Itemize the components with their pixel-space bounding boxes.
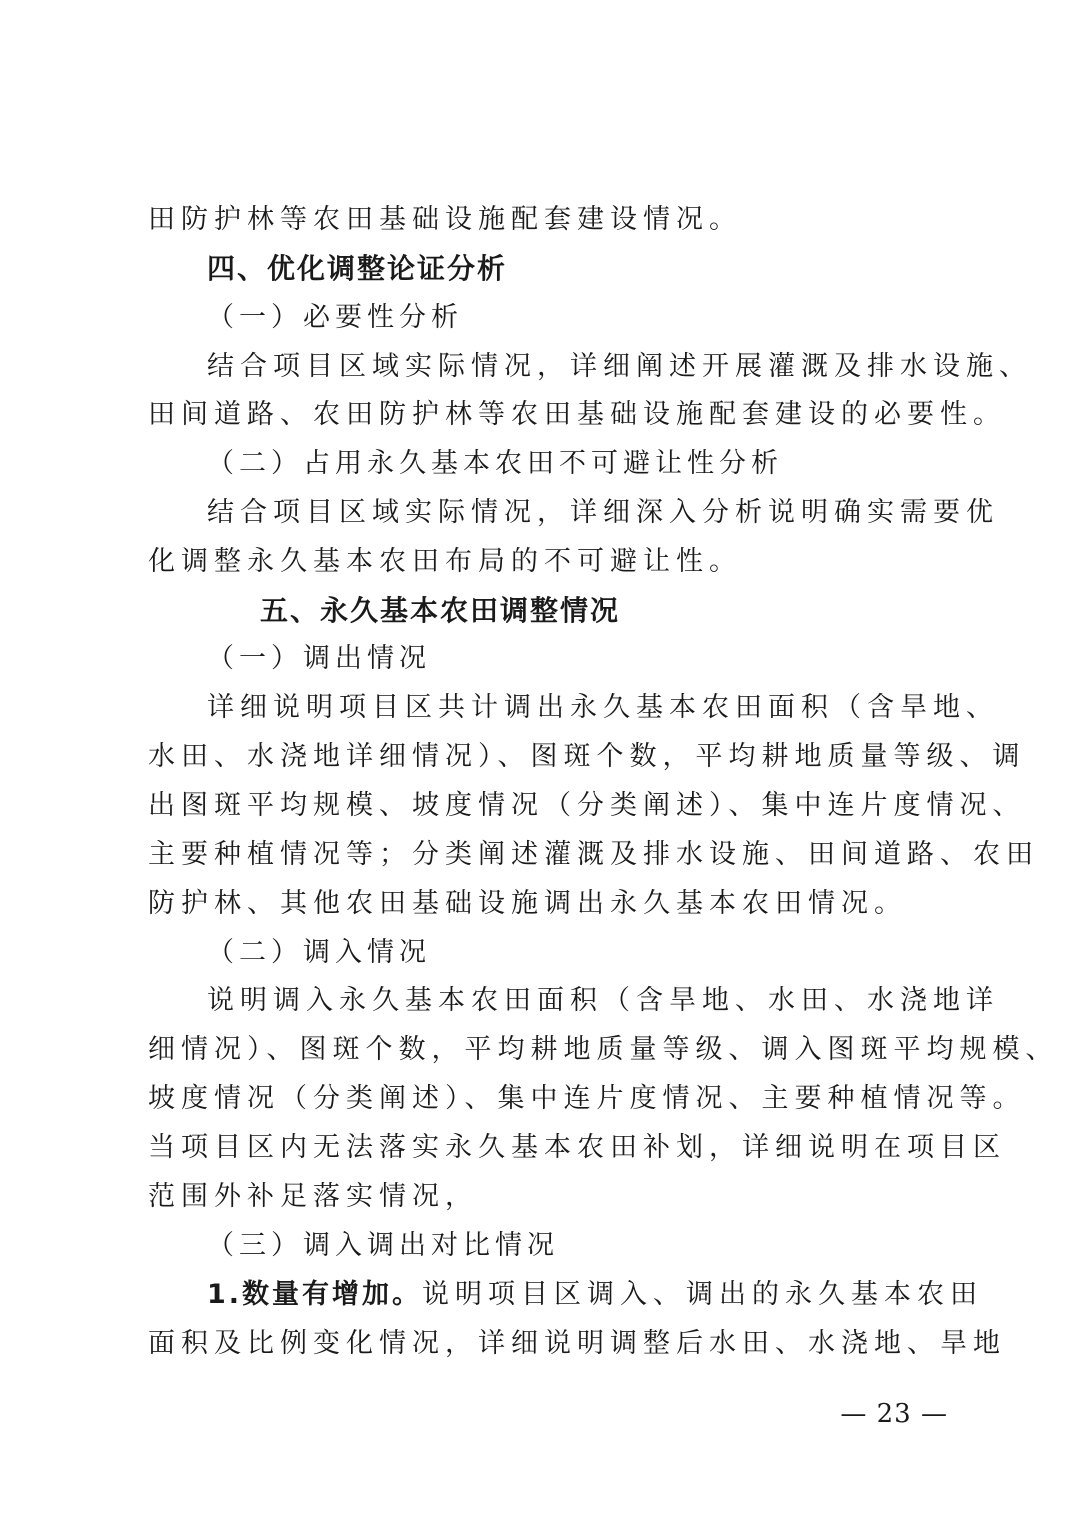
paragraph-line: 出图斑平均规模、坡度情况（分类阐述）、集中连片度情况、 <box>148 790 1026 821</box>
paragraph-line: 当项目区内无法落实永久基本农田补划，详细说明在项目区 <box>148 1132 1006 1163</box>
paragraph-line: 面积及比例变化情况，详细说明调整后水田、水浇地、旱地 <box>148 1328 1006 1359</box>
paragraph-line: 主要种植情况等；分类阐述灌溉及排水设施、田间道路、农田 <box>148 839 1039 870</box>
paragraph-line: 详细说明项目区共计调出永久基本农田面积（含旱地、 <box>207 692 999 723</box>
section-heading-4: 四、优化调整论证分析 <box>207 252 508 285</box>
subheading-comparison: （三）调入调出对比情况 <box>207 1230 559 1261</box>
paragraph-text: 说明项目区调入、调出的永久基本农田 <box>422 1279 984 1310</box>
paragraph-line: 结合项目区域实际情况，详细深入分析说明确实需要优 <box>207 497 999 528</box>
bold-lead-phrase: 1.数量有增加。 <box>207 1279 423 1310</box>
paragraph-line-quantity <box>207 1271 1007 1319</box>
paragraph-line: 说明调入永久基本农田面积（含旱地、水田、水浇地详 <box>207 985 999 1016</box>
paragraph-line: 田间道路、农田防护林等农田基础设施配套建设的必要性。 <box>148 399 1006 430</box>
section-heading-5: 五、永久基本农田调整情况 <box>260 594 621 627</box>
subheading-unavoidability: （二）占用永久基本农田不可避让性分析 <box>207 448 783 479</box>
page-number: — 23 — <box>840 1399 948 1429</box>
paragraph-line: 细情况）、图斑个数，平均耕地质量等级、调入图斑平均规模、 <box>148 1034 1059 1065</box>
paragraph-line: 坡度情况（分类阐述）、集中连片度情况、主要种植情况等。 <box>148 1083 1026 1114</box>
paragraph-line: 防护林、其他农田基础设施调出永久基本农田情况。 <box>148 888 907 919</box>
paragraph-line: 范围外补足落实情况， <box>148 1181 478 1212</box>
paragraph-line: 化调整永久基本农田布局的不可避让性。 <box>148 546 742 577</box>
paragraph-continuation-line: 田防护林等农田基础设施配套建设情况。 <box>148 204 742 235</box>
subheading-transfer-out: （一）调出情况 <box>207 643 431 674</box>
paragraph-line: 结合项目区域实际情况，详细阐述开展灌溉及排水设施、 <box>207 351 1032 382</box>
subheading-necessity: （一）必要性分析 <box>207 302 463 333</box>
paragraph-line: 水田、水浇地详细情况）、图斑个数，平均耕地质量等级、调 <box>148 741 1026 772</box>
subheading-transfer-in: （二）调入情况 <box>207 937 431 968</box>
